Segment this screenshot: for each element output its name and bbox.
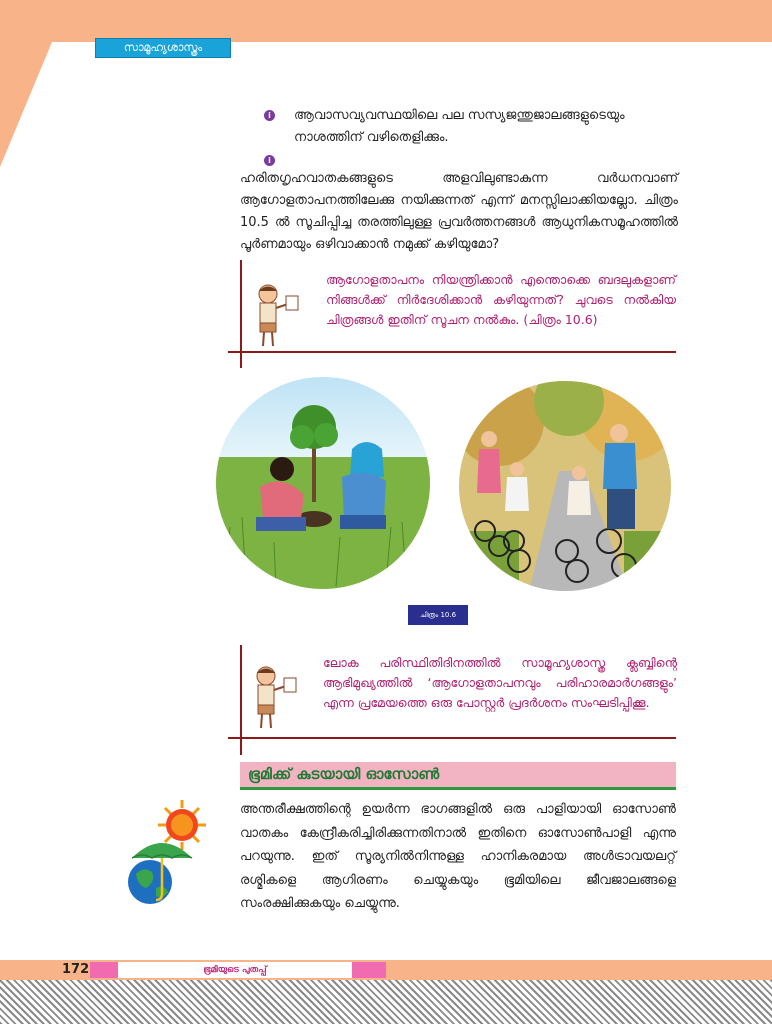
- figure-caption: ചിത്രം 10.6: [408, 605, 468, 625]
- page-number: 172: [62, 962, 90, 977]
- note-question-text: ആഗോളതാപനം നിയന്ത്രിക്കാൻ എന്തൊക്കെ ബദലുകളാണ് നിങ്ങൾക്ക് നിർദേശിക്കാൻ കഴിയുന്നത്? ചുവടെ നൽകിയ ചിത്രങ്ങൾ ഇതിന് സൂചന നൽകും. (ചിത്രം 10.6): [326, 272, 676, 327]
- corner-decoration: [0, 42, 52, 167]
- student-character-icon: [252, 282, 302, 352]
- section-title: ഭൂമിക്ക് കുടയായി ഓസോൺ: [248, 765, 440, 783]
- student-character-icon: [250, 664, 300, 734]
- bullet-text: ആവാസവ്യവസ്ഥയിലെ പല സസ്യജന്തുജാലങ്ങളുടെയും നാശത്തിന് വഴിതെളിക്കും.: [294, 108, 625, 145]
- paragraph-global-warming: ഹരിതഗൃഹവാതകങ്ങളുടെ അളവിലുണ്ടാകുന്ന വർധനവാണ് ആഗോളതാപനത്തിലേക്കു നയിക്കുന്നത് എന്ന് മനസ്സിലാക്കിയല്ലോ. ചിത്രം 10.5 ൽ സൂചിപ്പിച്ച തരത്തിലുള്ള പ്രവർത്തനങ്ങൾ ആധുനികസമൂഹത്തിൽ പൂർണമായും ഒഴിവാക്കാൻ നമുക്ക് കഴിയുമോ?: [240, 171, 678, 252]
- footer-hatch-pattern: [0, 980, 772, 1024]
- bullet-marker-icon: i: [264, 155, 275, 166]
- subject-header-tag: സാമൂഹ്യശാസ്ത്രം: [95, 38, 231, 58]
- paragraph-ozone: അന്തരീക്ഷത്തിന്റെ ഉയർന്ന ഭാഗങ്ങളിൽ ഒരു പാളിയായി ഓസോൺ വാതകം കേന്ദ്രീകരിച്ചിരിക്കുന്നതിനാൽ ഇതിനെ ഓസോൺപാളി എന്നു പറയുന്നു. ഇത് സൂര്യനിൽനിന്നുള്ള ഹാനികരമായ അൾട്രാവയലറ്റ് രശ്മികളെ ആഗിരണം ചെയ്യുകയും ഭൂമിയിലെ ജീവജാലങ്ങളെ സംരക്ഷിക്കുകയും ചെയ്യുന്നു.: [240, 802, 676, 911]
- bullet-item: [264, 105, 684, 149]
- section-heading-bar: [240, 762, 676, 790]
- sun-umbrella-earth-icon: [126, 796, 218, 908]
- family-cycling-photo: [459, 381, 671, 591]
- top-orange-band: [0, 0, 772, 42]
- footer-chapter-title: ഭൂമിയുടെ പുതപ്പ്: [118, 962, 352, 978]
- planting-tree-photo: [216, 377, 430, 589]
- bullet-marker-icon: i: [264, 110, 275, 121]
- note-box-bottom-rule: [228, 737, 676, 739]
- note-activity-text: ലോക പരിസ്ഥിതിദിനത്തിൽ സാമൂഹ്യശാസ്ത്ര ക്ലബ്ബിന്റെ ആഭിമുഖ്യത്തിൽ ‘ആഗോളതാപനവും പരിഹാരമാർഗങ്ങളും’ എന്ന പ്രമേയത്തെ ഒരു പോസ്റ്റർ പ്രദർശനം സംഘടിപ്പിക്കൂ.: [323, 655, 677, 710]
